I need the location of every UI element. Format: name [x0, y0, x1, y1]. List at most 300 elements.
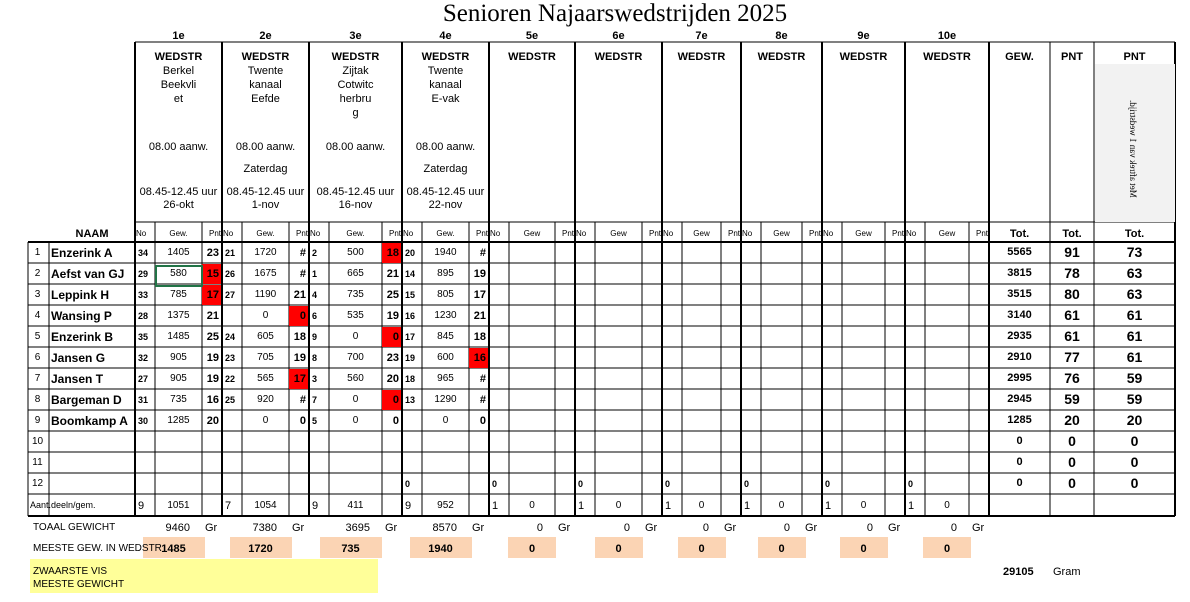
totals-pnt-header: PNT [1061, 51, 1083, 63]
round-number-label: 7e [695, 30, 708, 42]
zwaarste-vis-label: ZWAARSTE VIS [33, 566, 108, 577]
meeste-gew-value: 1940 [428, 543, 453, 555]
player-name: Boomkamp A [51, 414, 128, 428]
round-location-line: Cotwitc [337, 79, 374, 91]
entry-no: 27 [225, 290, 236, 300]
total-points: 77 [1064, 349, 1080, 365]
totaal-gewicht-unit: Gr [385, 522, 398, 534]
round-number-label: 10e [937, 30, 957, 42]
entry-weight: 965 [437, 373, 454, 384]
round-wedstr-label: WEDSTR [241, 51, 290, 63]
totals-note: Met aftrek van 1 wedstrijd. [1128, 100, 1138, 198]
round-time: 08.45-12.45 uur [316, 186, 395, 198]
entry-no: 26 [225, 269, 236, 279]
aant-avg: 0 [698, 500, 705, 511]
sub-header-no: No [823, 229, 834, 238]
entry-no: 7 [312, 395, 318, 405]
total-weight: 1285 [1007, 414, 1032, 426]
entry-points: 21 [206, 310, 219, 322]
sub-header-gew: Gew [523, 229, 541, 238]
total-points: 0 [1068, 475, 1076, 491]
player-name: Jansen T [51, 372, 104, 386]
round-wedstr-label: WEDSTR [757, 51, 806, 63]
row-number: 6 [34, 352, 41, 363]
row-number: 11 [32, 457, 43, 468]
totals-tot-gew: Tot. [1009, 228, 1030, 240]
row-number: 1 [34, 247, 41, 258]
entry-weight: 805 [437, 289, 454, 300]
entry-points: 20 [206, 415, 219, 427]
entry-weight: 500 [347, 247, 364, 258]
sub-header-no: No [906, 229, 917, 238]
round-number-label: 2e [259, 30, 272, 42]
sub-header-gew: Gew. [346, 229, 365, 238]
total-points: 80 [1064, 286, 1080, 302]
aant-count: 1 [744, 500, 751, 512]
aant-avg: 952 [437, 500, 454, 511]
sub-header-pnt: Pnt [891, 229, 904, 238]
round-location-line: Twente [427, 65, 464, 77]
total-weight: 3515 [1007, 288, 1032, 300]
entry-weight: 845 [437, 331, 454, 342]
entry-points: 23 [206, 247, 219, 259]
sub-header-gew: Gew [938, 229, 956, 238]
entry-no: 0 [492, 479, 498, 489]
total-points-adjusted: 63 [1126, 286, 1143, 302]
sub-header-gew: Gew [610, 229, 627, 238]
totaal-gewicht-value: 0 [623, 522, 630, 534]
round-location-line: Twente [247, 65, 284, 77]
totaal-gewicht-unit: Gr [724, 522, 737, 534]
round-time: 08.45-12.45 uur [139, 186, 218, 198]
aant-avg: 0 [944, 500, 950, 511]
entry-no: 20 [405, 248, 416, 258]
totals-tot-pnt: Tot. [1062, 228, 1082, 240]
round-day: Zaterdag [243, 163, 288, 175]
player-name: Bargeman D [51, 393, 122, 407]
sub-header-no: No [136, 229, 147, 238]
round-location-line: herbru [339, 93, 372, 105]
total-points-adjusted: 61 [1126, 349, 1143, 365]
aant-count: 7 [225, 500, 232, 512]
total-points-adjusted: 59 [1126, 370, 1143, 386]
round-number-label: 3e [349, 30, 362, 42]
total-weight: 2945 [1007, 393, 1032, 405]
totals-gew-header: GEW. [1005, 51, 1034, 63]
entry-weight: 0 [262, 310, 269, 321]
total-points-adjusted: 73 [1126, 244, 1143, 260]
entry-no: 32 [138, 353, 149, 363]
entry-weight: 0 [352, 415, 359, 426]
round-wedstr-label: WEDSTR [839, 51, 888, 63]
entry-weight: 735 [347, 289, 364, 300]
entry-weight: 705 [257, 352, 274, 363]
entry-weight: 0 [442, 415, 449, 426]
round-aanw: 08.00 aanw. [235, 141, 296, 153]
entry-points: 0 [392, 415, 399, 427]
entry-points: 21 [473, 310, 486, 322]
meeste-gew-value: 1720 [248, 543, 273, 555]
round-wedstr-label: WEDSTR [508, 51, 556, 63]
entry-weight: 1375 [167, 310, 190, 321]
entry-no: 28 [138, 311, 149, 321]
round-wedstr-label: WEDSTR [923, 51, 971, 63]
entry-points: 19 [386, 310, 399, 322]
entry-no: 0 [908, 479, 914, 489]
entry-no: 22 [225, 374, 236, 384]
total-points-adjusted: 0 [1130, 433, 1139, 449]
meeste-gewicht-label: MEESTE GEWICHT [33, 579, 125, 590]
sub-header-no: No [223, 229, 234, 238]
entry-points: 0 [299, 415, 306, 427]
entry-no: 27 [138, 374, 149, 384]
entry-no: 16 [405, 311, 416, 321]
entry-points: 16 [473, 352, 486, 364]
row-number: 5 [34, 331, 41, 342]
total-weight: 3140 [1007, 309, 1032, 321]
total-points-adjusted: 59 [1126, 391, 1143, 407]
entry-weight: 1485 [167, 331, 190, 342]
meeste-gew-value: 0 [778, 543, 785, 555]
sub-header-pnt: Pnt [295, 229, 308, 238]
aant-count: 1 [665, 500, 672, 512]
entry-no: 3 [312, 374, 318, 384]
total-points-adjusted: 61 [1126, 328, 1143, 344]
round-location-line: Eefde [251, 93, 280, 105]
total-weight: 0 [1016, 477, 1023, 489]
sub-header-no: No [490, 229, 501, 238]
entry-points: 17 [293, 373, 306, 385]
round-location-line: kanaal [249, 79, 282, 91]
row-number: 4 [34, 310, 41, 321]
entry-no: 34 [138, 248, 149, 258]
entry-points: 19 [206, 352, 219, 364]
sub-header-pnt: Pnt [648, 229, 661, 238]
entry-no: 0 [578, 479, 584, 489]
total-points: 0 [1068, 433, 1076, 449]
totaal-gewicht-value: 0 [950, 522, 957, 534]
totaal-gewicht-unit: Gr [645, 522, 658, 534]
totaal-gewicht-unit: Gr [805, 522, 818, 534]
total-points: 61 [1064, 307, 1080, 323]
sub-header-no: No [663, 229, 674, 238]
entry-weight: 600 [437, 352, 454, 363]
entry-no: 33 [138, 290, 149, 300]
entry-weight: 1675 [254, 268, 277, 279]
entry-points: 18 [386, 247, 399, 259]
round-number-label: 5e [525, 30, 539, 42]
totaal-gewicht-value: 0 [783, 522, 790, 534]
round-location-line: kanaal [429, 79, 462, 91]
total-weight: 3815 [1007, 267, 1032, 279]
entry-weight: 0 [352, 331, 359, 342]
total-points-adjusted: 0 [1130, 454, 1139, 470]
total-points: 20 [1064, 412, 1080, 428]
entry-weight: 920 [257, 394, 274, 405]
entry-points: 20 [386, 373, 399, 385]
entry-no: 5 [312, 416, 318, 426]
entry-weight: 560 [347, 373, 364, 384]
entry-weight: 0 [352, 394, 359, 405]
total-points: 59 [1064, 391, 1080, 407]
round-location-line: Zijtak [342, 65, 369, 77]
player-name: Leppink H [51, 288, 110, 302]
totaal-gewicht-value: 7380 [252, 522, 277, 534]
entry-points: # [479, 247, 486, 259]
sub-header-pnt: Pnt [475, 229, 488, 238]
entry-weight: 1720 [254, 247, 277, 258]
sub-header-no: No [403, 229, 414, 238]
player-name: Enzerink A [51, 246, 113, 260]
entry-weight: 535 [347, 310, 364, 321]
sub-header-pnt: Pnt [975, 229, 988, 238]
round-number-label: 1e [172, 30, 185, 42]
meeste-gew-value: 735 [341, 543, 360, 555]
entry-no: 25 [225, 395, 236, 405]
aant-avg: 1051 [167, 500, 190, 511]
round-location-line: Berkel [162, 65, 195, 77]
round-aanw: 08.00 aanw. [415, 141, 476, 153]
aant-avg: 411 [347, 500, 364, 511]
round-wedstr-label: WEDSTR [154, 51, 203, 63]
round-wedstr-label: WEDSTR [594, 51, 643, 63]
entry-no: 8 [312, 353, 318, 363]
round-wedstr-label: WEDSTR [677, 51, 726, 63]
round-date: 22-nov [428, 199, 463, 211]
aant-avg: 0 [860, 500, 867, 511]
entry-points: # [299, 268, 306, 280]
entry-weight: 905 [170, 373, 187, 384]
round-location-line: Beekvli [160, 79, 197, 91]
row-number: 10 [31, 436, 44, 447]
entry-points: 0 [479, 415, 486, 427]
entry-no: 13 [405, 395, 416, 405]
meeste-gew-value: 0 [528, 543, 536, 555]
entry-no: 35 [138, 332, 149, 342]
aant-avg: 0 [529, 500, 535, 511]
entry-points: 18 [293, 331, 306, 343]
entry-no: 23 [225, 353, 236, 363]
entry-no: 18 [405, 374, 416, 384]
entry-points: 0 [392, 394, 399, 406]
entry-no: 29 [138, 269, 149, 279]
aant-count: 1 [578, 500, 585, 512]
round-wedstr-label: WEDSTR [421, 51, 470, 63]
entry-points: 18 [473, 331, 486, 343]
entry-no: 1 [312, 269, 318, 279]
entry-weight: 0 [262, 415, 269, 426]
entry-no: 0 [744, 479, 750, 489]
sub-header-no: No [310, 229, 321, 238]
entry-points: # [299, 394, 306, 406]
entry-weight: 1940 [434, 247, 457, 258]
entry-weight: 1230 [434, 310, 457, 321]
total-points: 0 [1068, 454, 1076, 470]
aant-count: 9 [312, 500, 319, 512]
totaal-gewicht-label: TOAAL GEWICHT [33, 522, 116, 533]
sub-header-no: No [576, 229, 587, 238]
entry-weight: 565 [257, 373, 274, 384]
entry-no: 0 [405, 479, 411, 489]
round-date: 1-nov [251, 199, 280, 211]
round-date: 26-okt [163, 199, 194, 211]
row-number: 2 [34, 268, 41, 279]
entry-points: 21 [293, 289, 306, 301]
round-day: Zaterdag [423, 163, 468, 175]
totaal-gewicht-unit: Gr [972, 522, 985, 534]
player-name: Enzerink B [51, 330, 114, 344]
aant-avg: 1054 [254, 500, 277, 511]
sub-header-pnt: Pnt [208, 229, 221, 238]
totaal-gewicht-unit: Gr [292, 522, 305, 534]
entry-points: 16 [206, 394, 219, 406]
totaal-gewicht-unit: Gr [888, 522, 901, 534]
sub-header-pnt: Pnt [388, 229, 401, 238]
aant-label: Aant.deeln/gem. [30, 500, 96, 510]
entry-weight: 1405 [167, 247, 190, 258]
sub-header-pnt: Pnt [727, 229, 740, 238]
grand-total-value: 29105 [1003, 566, 1034, 578]
entry-weight: 785 [170, 289, 187, 300]
player-name: Jansen G [51, 351, 106, 365]
entry-weight: 605 [257, 331, 274, 342]
sub-header-gew: Gew. [436, 229, 455, 238]
row-number: 12 [31, 478, 44, 489]
total-weight: 2935 [1007, 330, 1032, 342]
entry-no: 4 [312, 290, 318, 300]
round-time: 08.45-12.45 uur [406, 186, 485, 198]
round-number-label: 4e [439, 30, 452, 42]
entry-points: 25 [206, 331, 219, 343]
entry-weight: 1285 [167, 415, 190, 426]
entry-no: 30 [138, 416, 149, 426]
entry-points: 21 [386, 268, 399, 280]
total-points: 78 [1064, 265, 1080, 281]
meeste-gew-value: 0 [698, 543, 705, 555]
entry-weight: 735 [170, 394, 187, 405]
entry-weight: 905 [170, 352, 187, 363]
total-points: 61 [1064, 328, 1080, 344]
aant-count: 1 [908, 500, 915, 512]
entry-points: # [299, 247, 306, 259]
totaal-gewicht-unit: Gr [558, 522, 571, 534]
entry-points: 17 [206, 289, 219, 301]
entry-points: 0 [392, 331, 399, 343]
totaal-gewicht-unit: Gr [472, 522, 485, 534]
entry-no: 6 [312, 311, 318, 321]
sub-header-pnt: Pnt [808, 229, 821, 238]
totaal-gewicht-value: 9460 [165, 522, 190, 534]
sub-header-gew: Gew [773, 229, 790, 238]
player-name: Aefst van GJ [51, 267, 125, 281]
round-location-line: E-vak [431, 93, 460, 105]
grand-total-unit: Gram [1053, 566, 1081, 578]
entry-weight: 700 [347, 352, 364, 363]
total-weight: 2995 [1007, 372, 1032, 384]
entry-no: 24 [225, 332, 236, 342]
totaal-gewicht-value: 3695 [345, 522, 370, 534]
entry-points: 25 [386, 289, 399, 301]
round-date: 16-nov [338, 199, 373, 211]
entry-no: 19 [405, 353, 416, 363]
entry-no: 31 [138, 395, 149, 405]
meeste-gew-value: 0 [943, 543, 951, 555]
aant-count: 1 [492, 500, 499, 512]
sub-header-gew: Gew [693, 229, 710, 238]
aant-count: 9 [138, 500, 145, 512]
sub-header-gew: Gew. [256, 229, 275, 238]
total-points-adjusted: 20 [1126, 412, 1143, 428]
sub-header-gew: Gew. [169, 229, 188, 238]
round-location-line: g [352, 107, 359, 119]
aant-avg: 0 [615, 500, 622, 511]
sub-header-gew: Gew [855, 229, 872, 238]
round-location-line: et [173, 93, 184, 105]
meeste-gew-value: 0 [615, 543, 622, 555]
total-points: 76 [1064, 370, 1080, 386]
totaal-gewicht-value: 0 [866, 522, 873, 534]
totals-tot-pnt2: Tot. [1124, 228, 1145, 240]
aant-count: 1 [825, 500, 832, 512]
round-number-label: 6e [612, 30, 625, 42]
entry-no: 0 [665, 479, 671, 489]
total-weight: 5565 [1007, 246, 1032, 258]
row-number: 8 [34, 394, 41, 405]
meeste-gew-label: MEESTE GEW. IN WEDSTR [33, 543, 162, 554]
entry-weight: 665 [347, 268, 364, 279]
total-weight: 2910 [1007, 351, 1032, 363]
total-points-adjusted: 63 [1126, 265, 1143, 281]
round-number-label: 8e [775, 30, 788, 42]
total-weight: 0 [1016, 435, 1023, 447]
entry-points: # [479, 394, 486, 406]
meeste-gew-value: 1485 [161, 543, 186, 555]
totaal-gewicht-value: 0 [702, 522, 709, 534]
entry-points: 19 [206, 373, 219, 385]
entry-no: 0 [825, 479, 831, 489]
sub-header-no: No [742, 229, 753, 238]
entry-points: 15 [206, 268, 219, 280]
entry-weight: 895 [437, 268, 454, 279]
totaal-gewicht-unit: Gr [205, 522, 218, 534]
page-title: Senioren Najaarswedstrijden 2025 [442, 0, 788, 27]
entry-no: 21 [225, 248, 236, 258]
entry-no: 14 [405, 269, 416, 279]
selected-cell [155, 265, 203, 287]
round-aanw: 08.00 aanw. [325, 141, 386, 153]
row-number: 3 [34, 289, 41, 300]
totaal-gewicht-value: 0 [536, 522, 543, 534]
entry-points: # [479, 373, 486, 385]
totals-pnt2-header: PNT [1123, 51, 1146, 63]
round-wedstr-label: WEDSTR [331, 51, 380, 63]
round-number-label: 9e [857, 30, 870, 42]
aant-avg: 0 [778, 500, 785, 511]
entry-points: 0 [299, 310, 306, 322]
round-time: 08.45-12.45 uur [226, 186, 305, 198]
entry-no: 9 [312, 332, 318, 342]
naam-header: NAAM [75, 228, 109, 240]
entry-no: 15 [405, 290, 416, 300]
entry-weight: 1290 [434, 394, 457, 405]
total-weight: 0 [1016, 456, 1023, 468]
entry-points: 23 [386, 352, 399, 364]
total-points-adjusted: 0 [1130, 475, 1139, 491]
meeste-gew-value: 0 [860, 543, 867, 555]
row-number: 9 [34, 415, 41, 426]
row-number: 7 [34, 373, 41, 384]
round-aanw: 08.00 aanw. [148, 141, 209, 153]
